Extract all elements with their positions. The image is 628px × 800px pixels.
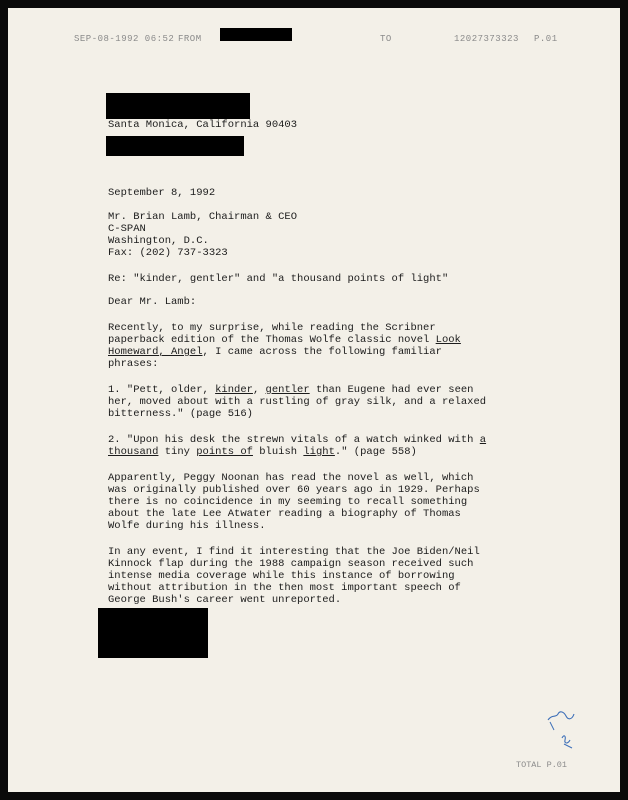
fax-header (74, 32, 574, 48)
paragraph-line: Wolfe during his illness. (108, 520, 266, 532)
quote-line: thousand tiny points of bluish light." (page 558) (108, 446, 417, 458)
recipient-line: Washington, D.C. (108, 235, 209, 247)
fax-page (8, 8, 620, 792)
fax-number: 12027373323 (454, 34, 519, 44)
recipient-line: Fax: (202) 737-3323 (108, 247, 228, 259)
fax-from-label: FROM (178, 34, 202, 44)
redaction-sender-phone (106, 136, 244, 156)
quote-line: bitterness." (page 516) (108, 408, 253, 420)
paragraph-line: Kinnock flap during the 1988 campaign season received such (108, 558, 474, 570)
quote-line: 2. "Upon his desk the strewn vitals of a watch winked with a (108, 434, 487, 446)
letter-date: September 8, 1992 (108, 187, 216, 199)
redaction-signature (98, 608, 208, 658)
paragraph-line: Homeward, Angel, I came across the following familiar (108, 346, 442, 358)
underlined-title: Look (435, 334, 461, 346)
subject-line: Re: "kinder, gentler" and "a thousand points of light" (108, 273, 449, 285)
fax-page-number: P.01 (534, 34, 558, 44)
paragraph-line: Apparently, Peggy Noonan has read the novel as well, which (108, 472, 474, 484)
fax-total-pages: TOTAL P.01 (516, 760, 568, 770)
paragraph-line: intense media coverage while this instance of borrowing (108, 570, 455, 582)
underlined-title: Homeward, Angel (108, 346, 203, 358)
paragraph-line: there is no coincidence in my seeming to recall something (108, 496, 468, 508)
fax-to-label: TO (380, 34, 392, 44)
paragraph-line: In any event, I find it interesting that the Joe Biden/Neil (108, 546, 480, 558)
paragraph-line: paperback edition of the Thomas Wolfe classic novel Look (108, 334, 461, 346)
fax-date-time: SEP-08-1992 06:52 (74, 34, 175, 44)
recipient-line: Mr. Brian Lamb, Chairman & CEO (108, 211, 298, 223)
quote-line: her, moved about with a rustling of gray silk, and a relaxed (108, 396, 487, 408)
salutation: Dear Mr. Lamb: (108, 296, 197, 308)
handwriting-mark-icon (544, 708, 584, 758)
sender-city-line: Santa Monica, California 90403 (108, 119, 298, 131)
paragraph-line: phrases: (108, 358, 159, 370)
paragraph-line: without attribution in the then most important speech of (108, 582, 461, 594)
handwritten-annotation (544, 708, 584, 758)
redaction-sender-name (106, 93, 250, 119)
paragraph-line: was originally published over 60 years ago in 1929. Perhaps (108, 484, 480, 496)
paragraph-line: George Bush's career went unreported. (108, 594, 342, 606)
quote-line: 1. "Pett, older, kinder, gentler than Eugene had ever seen (108, 384, 474, 396)
paragraph-line: Recently, to my surprise, while reading the Scribner (108, 322, 436, 334)
paragraph-line: about the late Lee Atwater reading a biography of Thomas (108, 508, 461, 520)
redaction-fax-from (220, 28, 292, 41)
recipient-line: C-SPAN (108, 223, 146, 235)
